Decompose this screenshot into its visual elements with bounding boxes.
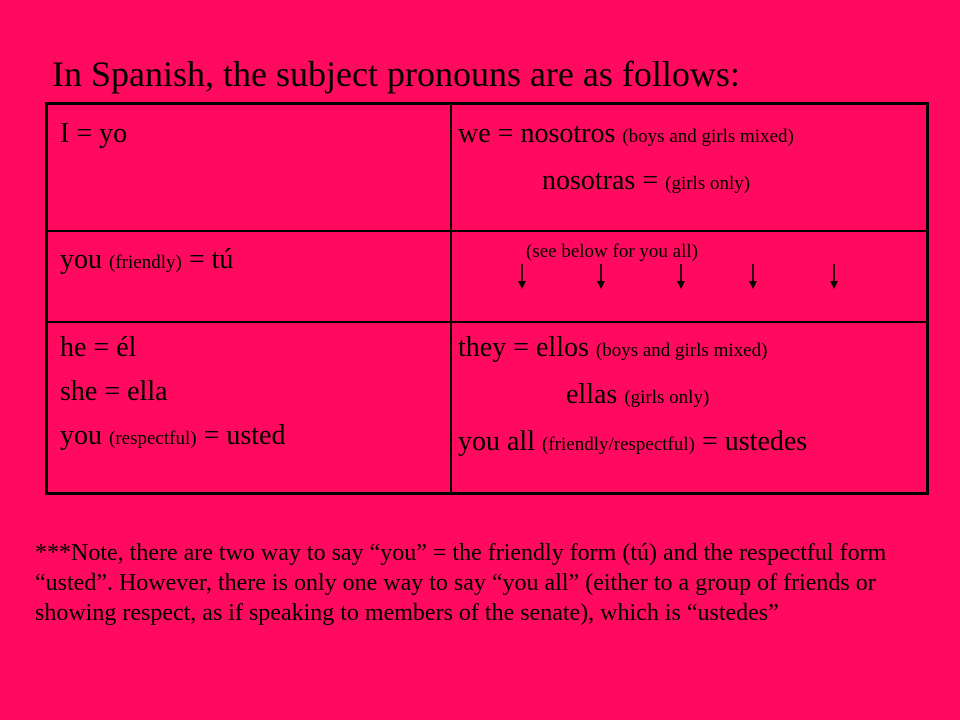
nosotras-text: nosotras = xyxy=(542,165,659,196)
cell-ellos-ellas-ustedes xyxy=(458,331,807,462)
usted-you-text: you xyxy=(60,420,102,451)
tu-note: (friendly) xyxy=(109,252,182,273)
cell-tu xyxy=(60,243,233,280)
ellas-text: ellas xyxy=(566,379,618,410)
page-title: In Spanish, the subject pronouns are as follows: xyxy=(52,54,740,94)
ustedes-line xyxy=(458,425,807,462)
cell-yo-text: I = yo xyxy=(60,118,128,149)
usted-text: = usted xyxy=(203,420,286,451)
down-arrow-icon xyxy=(746,264,760,290)
down-arrow-icon xyxy=(515,264,529,290)
pronoun-note: ***Note, there are two way to say “you” = the friendly form (tú) and the respectful form “usted”. However, there is only one way to say “you all” (either to a group of friends or showing respect, as if speaking to members of the senate), which is “ustedes” xyxy=(35,540,887,626)
table-column-divider xyxy=(450,105,452,492)
ustedes-note: (friendly/respectful) xyxy=(542,434,695,455)
ella-line: she = ella xyxy=(60,376,168,407)
nosotras-line xyxy=(458,164,794,201)
cell-yo xyxy=(60,117,127,151)
el-line: he = él xyxy=(60,332,137,363)
ellos-note: (boys and girls mixed) xyxy=(595,340,768,361)
down-arrow-icon xyxy=(827,264,841,290)
table-row-divider xyxy=(48,321,926,323)
down-arrow-icon xyxy=(674,264,688,290)
tu-text: = tú xyxy=(188,244,234,275)
down-arrow-icon xyxy=(594,264,608,290)
ellas-note: (girls only) xyxy=(624,387,710,408)
ellos-line xyxy=(458,331,807,368)
ustedes-you-all-text: you all xyxy=(458,426,535,457)
nosotros-note: (boys and girls mixed) xyxy=(622,126,794,147)
cell-nosotros xyxy=(458,117,794,201)
tu-you-text: you xyxy=(60,244,102,275)
cell-el-ella-usted xyxy=(60,331,285,456)
ellas-line xyxy=(458,378,807,415)
nosotros-line xyxy=(458,117,794,154)
see-below-note: (see below for you all) xyxy=(526,241,698,262)
table-row-divider xyxy=(48,230,926,232)
nosotros-text: we = nosotros xyxy=(458,118,616,149)
usted-note: (respectful) xyxy=(109,428,197,449)
usted-line xyxy=(60,419,285,456)
pronoun-table xyxy=(45,102,929,495)
nosotras-note: (girls only) xyxy=(665,173,751,194)
ellos-text: they = ellos xyxy=(458,332,589,363)
ustedes-text: = ustedes xyxy=(701,426,808,457)
